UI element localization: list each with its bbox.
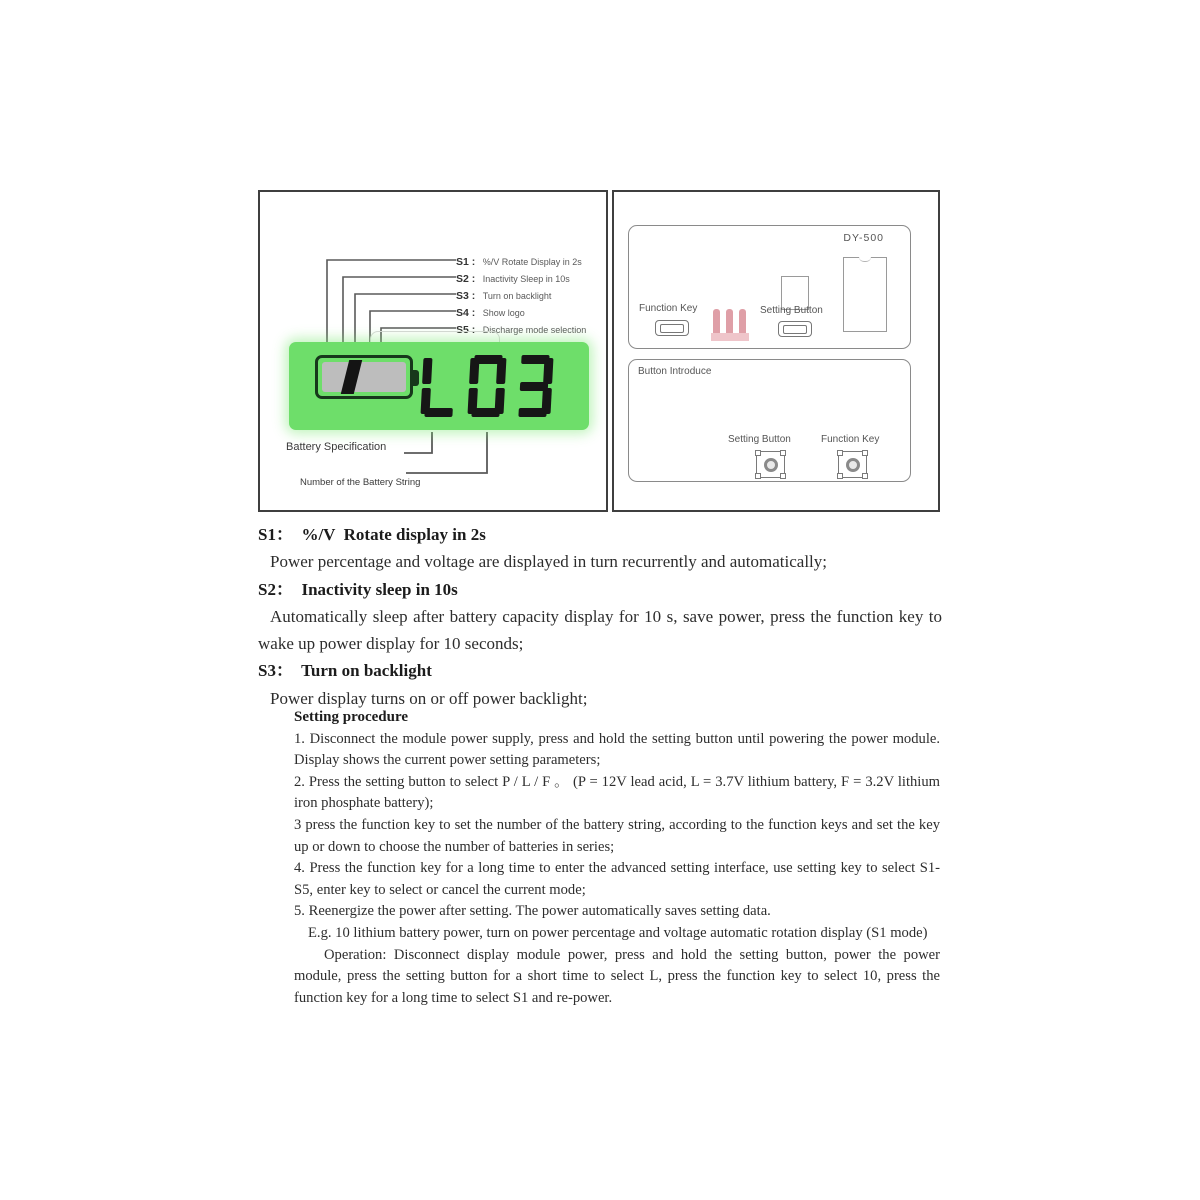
button-introduce-title: Button Introduce bbox=[638, 366, 712, 377]
switch-pad bbox=[780, 450, 786, 456]
seven-segment-digit bbox=[514, 355, 553, 417]
procedure-step-2: 2. Press the setting button to select P / L / F 。 (P = 12V lead acid, L = 3.7V lithium battery, F = 3.2V lithium iron phosphate battery); bbox=[294, 773, 940, 812]
procedure-example: E.g. 10 lithium battery power, turn on power percentage and voltage automatic rotation display (S1 mode) bbox=[308, 924, 928, 941]
function-key-switch-icon bbox=[838, 451, 867, 478]
battery-terminal bbox=[412, 370, 419, 386]
mode-descriptions bbox=[258, 521, 947, 712]
switch-knob bbox=[764, 458, 778, 472]
bottom-function-key-label: Function Key bbox=[821, 434, 880, 445]
bottom-setting-button-label: Setting Button bbox=[728, 434, 791, 445]
callout-s4 bbox=[456, 303, 525, 321]
pin-header-connector bbox=[711, 309, 749, 341]
procedure-step-4: 4. Press the function key for a long time to enter the advanced setting interface, use setting key to select S1-S5, enter key to select or cancel the current mode; bbox=[294, 860, 940, 898]
switch-knob bbox=[846, 458, 860, 472]
callout-s3-desc: Turn on backlight bbox=[482, 291, 552, 301]
callout-s2-key: S2 : bbox=[456, 273, 476, 285]
connector-pin bbox=[713, 309, 720, 335]
button-introduce-view bbox=[628, 359, 911, 482]
switch-pad bbox=[862, 473, 868, 479]
board-model-label: DY-500 bbox=[843, 232, 884, 244]
seven-segment-digit bbox=[420, 355, 459, 417]
setting-button bbox=[778, 321, 812, 337]
connector-pin bbox=[726, 309, 733, 335]
battery-specification-label: Battery Specification bbox=[286, 441, 387, 453]
setting-button-cap bbox=[783, 325, 807, 334]
connector-base bbox=[711, 333, 749, 341]
procedure-step-1: 1. Disconnect the module power supply, press and hold the setting button until powering the power module. Display shows the current power setting parameters; bbox=[294, 730, 940, 769]
s1-body: Power percentage and voltage are displayed in turn recurrently and automatically; bbox=[270, 552, 827, 572]
callout-s3-key: S3 : bbox=[456, 290, 476, 302]
function-key-button bbox=[655, 320, 689, 336]
board-diagram-panel bbox=[612, 190, 940, 512]
s3-body: Power display turns on or off power backlight; bbox=[270, 688, 588, 708]
switch-pad bbox=[862, 450, 868, 456]
callout-s1-desc: %/V Rotate Display in 2s bbox=[482, 257, 582, 267]
battery-icon bbox=[315, 355, 413, 399]
display-module-outline bbox=[843, 257, 887, 332]
battery-string-label: Number of the Battery String bbox=[300, 477, 421, 488]
callout-s5-desc: Discharge mode selection bbox=[482, 325, 587, 335]
module-notch bbox=[859, 256, 871, 262]
function-key-button-cap bbox=[660, 324, 684, 333]
switch-pad bbox=[755, 473, 761, 479]
s2-body: Automatically sleep after battery capacity display for 10 s, save power, press the function key to wake up power display for 10 seconds; bbox=[258, 606, 947, 654]
callout-s3 bbox=[456, 286, 551, 304]
callout-s2-desc: Inactivity Sleep in 10s bbox=[482, 274, 570, 284]
callout-s2 bbox=[456, 269, 570, 287]
function-key-label: Function Key bbox=[639, 303, 698, 314]
battery-fill bbox=[322, 362, 406, 392]
s1-heading: S1： %/V Rotate display in 2s bbox=[258, 525, 486, 544]
switch-pad bbox=[837, 450, 843, 456]
lcd-diagram-panel bbox=[258, 190, 608, 512]
setting-button-switch-icon bbox=[756, 451, 785, 478]
procedure-step-3: 3 press the function key to set the number of the battery string, according to the function keys and set the key up or down to choose the number of batteries in series; bbox=[294, 816, 940, 855]
setting-procedure bbox=[294, 707, 940, 1009]
connector-pin bbox=[739, 309, 746, 335]
callout-s4-desc: Show logo bbox=[482, 308, 525, 318]
callout-s1 bbox=[456, 252, 582, 270]
switch-pad bbox=[780, 473, 786, 479]
callout-s1-key: S1 : bbox=[456, 256, 476, 268]
procedure-operation: Operation: Disconnect display module power, press and hold the setting button, power the power module, press the setting button for a short time to select L, press the function key to select 10, press the function key for a long time to select S1 and re-power. bbox=[294, 946, 940, 1006]
lcd-screen bbox=[289, 342, 589, 430]
callout-s4-key: S4 : bbox=[456, 307, 476, 319]
seven-segment-display bbox=[422, 355, 552, 417]
setting-button-label: Setting Button bbox=[760, 305, 823, 316]
procedure-title: Setting procedure bbox=[294, 709, 409, 725]
s3-heading: S3： Turn on backlight bbox=[258, 661, 432, 681]
callout-s5-key: S5 : bbox=[456, 324, 476, 336]
seven-segment-digit bbox=[467, 355, 506, 417]
procedure-step-5: 5. Reenergize the power after setting. The power automatically saves setting data. bbox=[294, 903, 771, 920]
board-top-view bbox=[628, 225, 911, 349]
switch-pad bbox=[837, 473, 843, 479]
s2-heading: S2： Inactivity sleep in 10s bbox=[258, 579, 458, 599]
switch-pad bbox=[755, 450, 761, 456]
